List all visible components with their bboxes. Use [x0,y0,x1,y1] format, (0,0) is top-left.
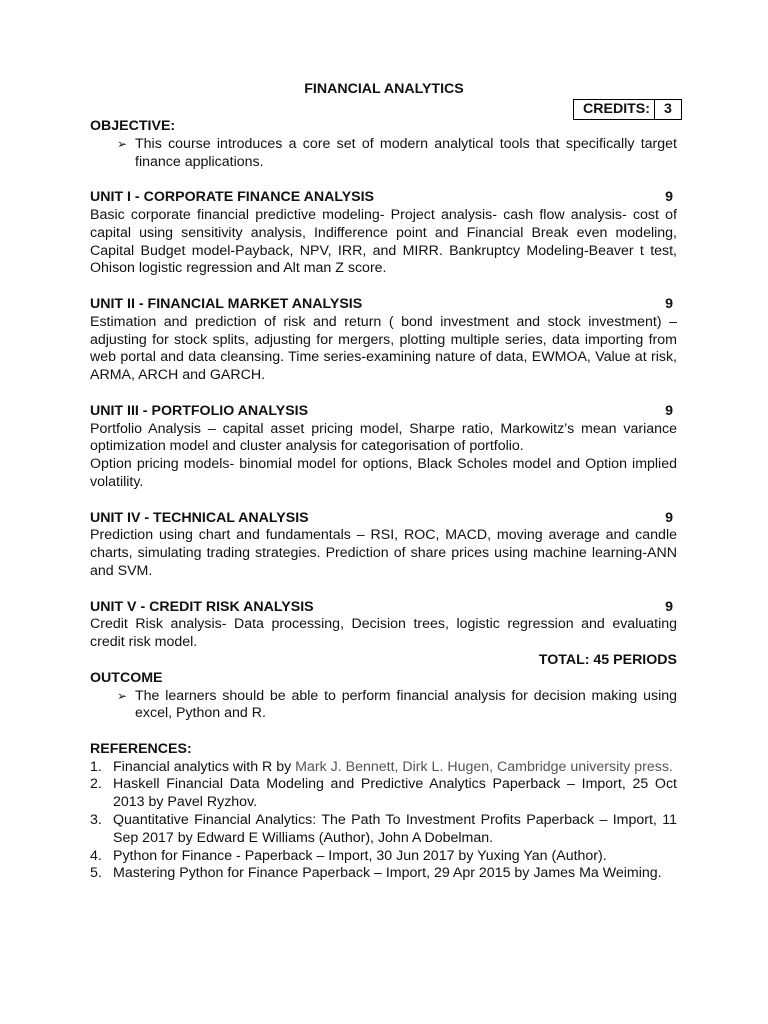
unit-2-header [90,296,677,314]
reference-author-link: Mark J. Bennett, Dirk L. Hugen, Cambridge university press. [295,758,673,775]
reference-item [90,759,677,777]
reference-number: 4. [90,847,102,864]
reference-number: 2. [90,776,102,793]
unit-1-description: Basic corporate financial predictive modeling- Project analysis- cash flow analysis- cost of capital using sensitivity analysis, Indifference point and Financial Break even modeling, Capital Budget model-Payback, NPV, IRR, and MIRR. Bankruptcy Modeling-Beaver t test, Ohison logistic regression and Alt man Z score. [90,206,677,277]
reference-text: Financial analytics with R by Mark J. Bennett, Dirk L. Hugen, Cambridge university press. [113,758,673,775]
unit-2-description: Estimation and prediction of risk and return ( bond investment and stock investment) – adjusting for stock splits, adjusting for mergers, plotting multiple series, data importing from web portal and data cleansing. Time series-examining nature of data, EWMOA, Value at risk, ARMA, ARCH and GARCH. [90,313,677,384]
unit-4-description: Prediction using chart and fundamentals – RSI, ROC, MACD, moving average and candle charts, simulating trading strategies. Prediction of share prices using machine learning-ANN and SVM. [90,527,677,579]
unit-title: UNIT IV - TECHNICAL ANALYSIS [90,509,309,526]
unit-hours: 9 [665,402,673,419]
arrow-bullet-icon: ➢ [117,136,128,151]
unit-hours: 9 [665,295,673,312]
unit-5-header [90,599,677,617]
reference-text: Mastering Python for Finance Paperback – Import, 29 Apr 2015 by James Ma Weiming. [113,865,662,882]
reference-number: 1. [90,758,102,775]
reference-number: 5. [90,865,102,882]
credits-value: 3 [664,101,672,117]
reference-text: Haskell Financial Data Modeling and Predictive Analytics Paperback – Import, 25 Oct 2013 by Pavel Ryzhov. [113,776,677,811]
unit-1-header [90,189,677,207]
unit-3-description: Portfolio Analysis – capital asset pricing model, Sharpe ratio, Markowitz’s mean variance optimization model and cluster analysis for categorisation of portfolio. [90,420,677,455]
references-heading: REFERENCES: [90,740,192,757]
reference-text: Quantitative Financial Analytics: The Path To Investment Profits Paperback – Import, 11 Sep 2017 by Edward E Williams (Author), John A Dobelman. [113,812,677,846]
reference-item [90,848,677,866]
objective-bullet [90,136,677,172]
outcome-text: The learners should be able to perform financial analysis for decision making using excel, Python and R. [135,687,677,722]
arrow-bullet-icon: ➢ [117,688,128,703]
reference-text: Python for Finance - Paperback – Import, 30 Jun 2017 by Yuxing Yan (Author). [113,847,607,864]
unit-hours: 9 [665,509,673,526]
outcome-heading: OUTCOME [90,669,163,686]
unit-title: UNIT I - CORPORATE FINANCE ANALYSIS [90,189,375,206]
unit-hours: 9 [665,189,673,206]
credits-box [573,99,682,120]
unit-5-description: Credit Risk analysis- Data processing, Decision trees, logistic regression and evaluating credit risk model. [90,616,677,651]
objective-text: This course introduces a core set of modern analytical tools that specifically target finance applications. [135,135,677,170]
reference-number: 3. [90,812,102,829]
outcome-bullet [90,688,677,724]
unit-title: UNIT III - PORTFOLIO ANALYSIS [90,402,309,419]
credits-label: CREDITS: [574,100,655,119]
unit-3-description-2: Option pricing models- binomial model for options, Black Scholes model and Option implied volatility. [90,456,677,490]
page-title: FINANCIAL ANALYTICS [304,81,464,97]
references-list [90,759,677,884]
reference-item [90,812,677,848]
unit-hours: 9 [665,598,673,615]
reference-item [90,865,677,883]
unit-title: UNIT II - FINANCIAL MARKET ANALYSIS [90,295,363,312]
syllabus-content [90,118,677,883]
unit-4-header [90,510,677,528]
total-periods: TOTAL: 45 PERIODS [538,651,677,668]
unit-3-header [90,403,677,421]
reference-item [90,776,677,812]
objective-heading: OBJECTIVE: [90,118,176,134]
unit-title: UNIT V - CREDIT RISK ANALYSIS [90,598,314,615]
